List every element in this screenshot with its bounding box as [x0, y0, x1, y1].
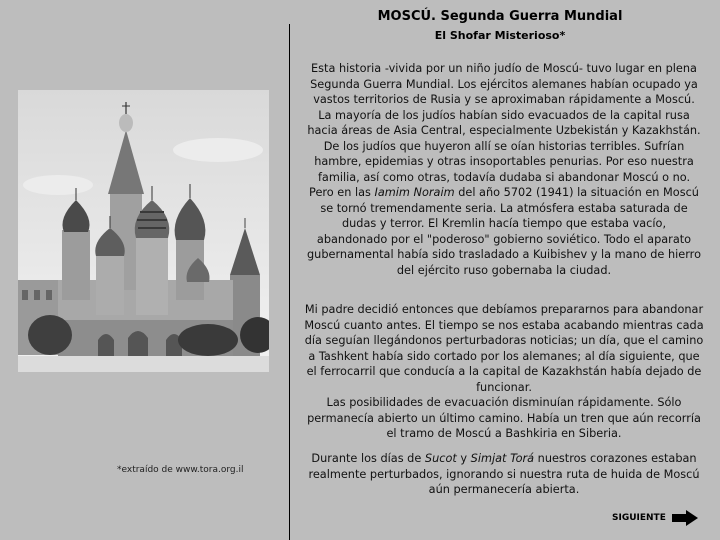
italic-term: Simjat Torá	[470, 452, 535, 465]
text-run: nuestros corazones estaban realmente perturbados, ignorando si nuestra ruta de huida de Moscú aún permanecería abierta.	[308, 452, 700, 496]
paragraph-2	[304, 302, 704, 442]
image-credit: *extraído de www.tora.org.il	[117, 465, 244, 475]
next-label: SIGUIENTE	[612, 513, 666, 523]
text-run: Esta historia -vivida por un niño judío de Moscú- tuvo lugar en plena Segunda Guerra Mundial. Los ejércitos alemanes habían ocupado ya vastos territorios de Rusia y se aproximaban rápidamente a Moscú. La mayoría de los judíos habían sido evacuados de la capital rusa hacia áreas de Asia Central, especialmente Uzbekistán y Kazakhstán. De los judíos que huyeron allí se oían historias terribles. Sufrían hambre, epidemias y otras insoportables penurias. Por eso nuestra familia, así como otras, todavía dudaba si abandonar Moscú o no. Pero en las	[307, 62, 701, 199]
cathedral-illustration	[18, 90, 269, 372]
next-button[interactable]	[612, 510, 698, 526]
arrow-right-icon	[672, 510, 698, 526]
italic-term: Sucot	[424, 452, 457, 465]
text-run: del año 5702 (1941) la situación en Moscú se tornó tremendamente seria. La atmósfera estaba saturada de dudas y terror. El Kremlin hacía tiempo que estaba vacío, abandonado por el "poderoso" gobierno soviético. Todo el aparato gubernamental había sido trasladado a Kuibishev y la mano de hierro del ejército ruso gobernaba la ciudad.	[307, 186, 701, 277]
paragraph-2-part-a: Mi padre decidió entonces que debíamos prepararnos para abandonar Moscú cuanto antes. El tiempo se nos estaba acabando mientras cada día seguían llegándonos perturbadoras noticias; un día, que el camino a Tashkent había sido cortado por los alemanes; al día siguiente, que el ferrocarril que conducía a la capital de Kazakhstán había dejado de funcionar.	[304, 303, 704, 394]
italic-term: Iamim Noraim	[374, 186, 455, 199]
page-title: MOSCÚ. Segunda Guerra Mundial	[377, 9, 623, 24]
paragraph-1	[306, 61, 702, 278]
text-run: y	[456, 452, 471, 465]
page-subtitle: El Shofar Misterioso*	[434, 29, 566, 42]
cathedral-photo	[18, 90, 269, 372]
paragraph-3	[302, 451, 706, 498]
paragraph-2-part-b: Las posibilidades de evacuación disminuían rápidamente. Sólo permanecía abierto un último camino. Había un tren que aún recorría el tramo de Moscú a Bashkiria en Siberia.	[307, 396, 701, 440]
text-run: Durante los días de	[311, 452, 425, 465]
vertical-divider	[289, 24, 290, 540]
